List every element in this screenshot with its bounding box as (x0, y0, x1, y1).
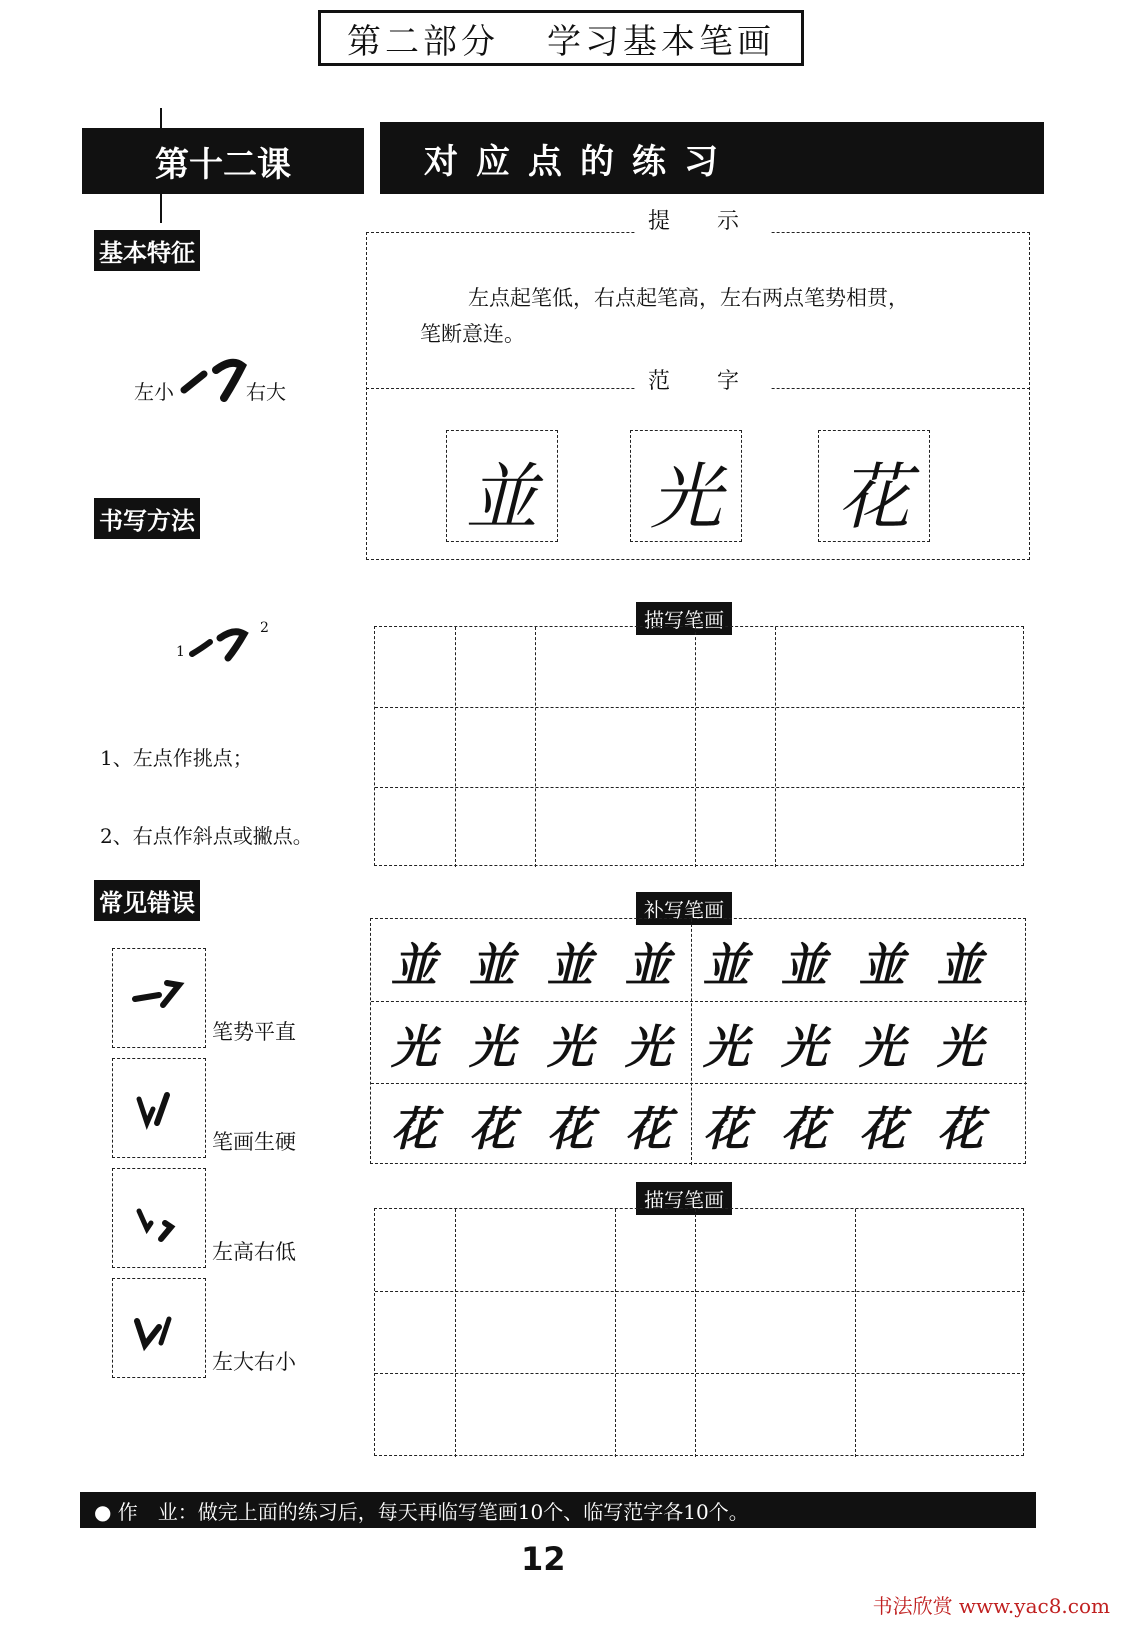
common-errors-heading: 常见错误 (94, 880, 200, 921)
practice-char: 光 (547, 1020, 593, 1074)
hint-label: 提 示 (636, 204, 771, 235)
error-label-2: 笔画生硬 (212, 1130, 296, 1154)
practice-row-3 (375, 1093, 999, 1159)
practice-char: 花 (469, 1102, 515, 1156)
error-box-1 (112, 948, 206, 1048)
practice-char: 光 (859, 1020, 905, 1074)
trace-label-2: 描写笔画 (636, 1182, 732, 1215)
example-box-3 (818, 430, 930, 542)
trace-grid-1[interactable] (374, 626, 1024, 866)
practice-char: 花 (625, 1102, 671, 1156)
error-label-4: 左大右小 (212, 1350, 296, 1374)
example-box-2 (630, 430, 742, 542)
error-label-3: 左高右低 (212, 1240, 296, 1264)
part-title-box (318, 10, 804, 66)
watermark: 书法欣赏 www.yac8.com (872, 1594, 1110, 1618)
practice-char: 光 (703, 1020, 749, 1074)
practice-char: 花 (859, 1102, 905, 1156)
example-label: 范 字 (636, 364, 771, 395)
writing-method-heading: 书写方法 (94, 498, 200, 539)
practice-char: 花 (547, 1102, 593, 1156)
practice-char: 並 (469, 938, 515, 992)
practice-char: 光 (937, 1020, 983, 1074)
hint-text-line-1: 左点起笔低，右点起笔高，左右两点笔势相贯， (468, 286, 909, 310)
method-item-2: 2、右点作斜点或撇点。 (100, 824, 313, 848)
practice-char: 花 (937, 1102, 983, 1156)
error-label-1: 笔势平直 (212, 1020, 296, 1044)
right-large-label: 右大 (246, 380, 286, 404)
two-dots-stroke-icon (180, 352, 252, 402)
complete-grid[interactable] (370, 918, 1026, 1164)
practice-char: 花 (391, 1102, 437, 1156)
practice-char: 光 (625, 1020, 671, 1074)
practice-char: 並 (391, 938, 437, 992)
hint-text-line-2: 笔断意连。 (420, 322, 525, 346)
practice-char: 並 (703, 938, 749, 992)
practice-char: 並 (547, 938, 593, 992)
error-box-4 (112, 1278, 206, 1378)
page-number: 12 (521, 1540, 566, 1578)
example-char-2: 光 (649, 455, 722, 539)
flat-stroke-icon (119, 969, 199, 1049)
stiff-stroke-icon (119, 1079, 199, 1159)
trace-label-1: 描写笔画 (636, 602, 732, 635)
homework-bar: ● 作 业：做完上面的练习后，每天再临写笔画10个、临写范字各10个。 (80, 1492, 1036, 1528)
trace-grid-2[interactable] (374, 1208, 1024, 1456)
stroke-order-icon (188, 624, 258, 664)
error-box-2 (112, 1058, 206, 1158)
stroke-number-2: 2 (260, 620, 269, 636)
high-low-stroke-icon (119, 1189, 199, 1269)
example-char-1: 並 (465, 455, 538, 539)
practice-char: 並 (859, 938, 905, 992)
practice-row-1 (375, 929, 999, 995)
method-item-1: 1、左点作挑点； (100, 746, 253, 770)
left-small-label: 左小 (134, 380, 174, 404)
practice-char: 光 (469, 1020, 515, 1074)
part-title: 学习基本笔画 (547, 21, 775, 62)
practice-char: 花 (781, 1102, 827, 1156)
practice-char: 並 (781, 938, 827, 992)
practice-char: 花 (703, 1102, 749, 1156)
stroke-order-illustration (176, 620, 286, 670)
big-small-stroke-icon (119, 1299, 199, 1379)
stroke-number-1: 1 (176, 644, 185, 660)
basic-features-heading: 基本特征 (94, 230, 200, 271)
example-char-3: 花 (837, 455, 910, 539)
part-label: 第二部分 (347, 21, 499, 62)
practice-row-2 (375, 1011, 999, 1077)
error-box-3 (112, 1168, 206, 1268)
example-box-1 (446, 430, 558, 542)
practice-char: 光 (391, 1020, 437, 1074)
feature-illustration (134, 352, 334, 412)
practice-char: 光 (781, 1020, 827, 1074)
lesson-title: 对应点的练习 (380, 122, 1044, 194)
practice-char: 並 (937, 938, 983, 992)
lesson-number: 第十二课 (82, 128, 364, 194)
practice-char: 並 (625, 938, 671, 992)
complete-label: 补写笔画 (636, 892, 732, 925)
